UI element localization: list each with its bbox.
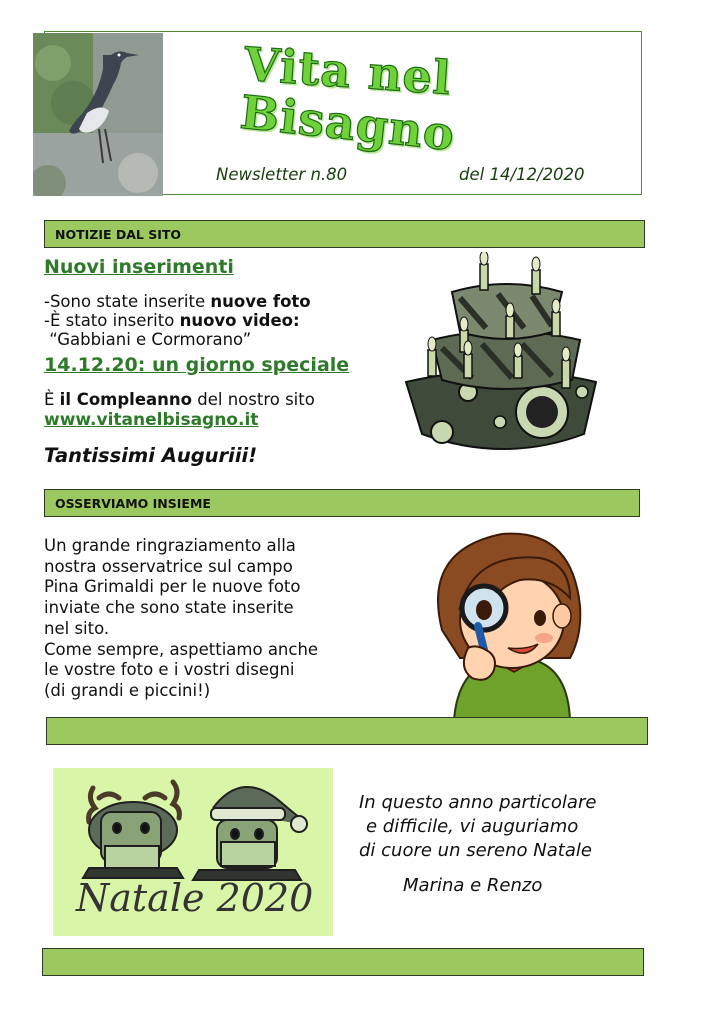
- osserviamo-line: Come sempre, aspettiamo anche: [44, 639, 319, 659]
- wish-line-3: di cuore un sereno Natale: [359, 840, 592, 861]
- girl-magnifier-illustration: [412, 530, 582, 720]
- osserviamo-line: inviate che sono state inserite: [44, 598, 294, 618]
- osserviamo-line: Un grande ringraziamento alla: [44, 536, 296, 555]
- section-bar-osserviamo: OSSERVIAMO INSIEME: [44, 489, 640, 517]
- christmas-card-title: Natale 2020: [76, 876, 314, 920]
- osserviamo-line: Pina Grimaldi per le nuove foto: [44, 577, 301, 597]
- osserviamo-line: nel sito.: [44, 618, 110, 638]
- osserviamo-paragraph: [44, 536, 318, 702]
- news-line-photos-bold: nuove foto: [210, 292, 311, 311]
- title-line-1: Vita nel: [242, 36, 454, 106]
- site-link[interactable]: www.vitanelbisagno.it: [44, 410, 259, 430]
- news-line-photos: [44, 292, 311, 311]
- news-line-video-prefix: -È stato inserito: [44, 311, 180, 330]
- title-line-2: Bisagno: [237, 84, 458, 162]
- heron-photo: [33, 33, 163, 196]
- news-line-video: [44, 311, 300, 330]
- wish-line-1: In questo anno particolare: [359, 792, 597, 813]
- news-line-photos-prefix: -Sono state inserite: [44, 292, 211, 311]
- news-line-video-bold: nuovo video:: [179, 311, 300, 330]
- news-line-video-title: “Gabbiani e Cormorano”: [44, 330, 252, 349]
- wish-line-2: e difficile, vi auguriamo: [366, 816, 579, 837]
- auguri-text: Tantissimi Auguriii!: [44, 444, 258, 467]
- osserviamo-line: nostra osservatrice sul campo: [44, 556, 293, 576]
- birthday-bold: il Compleanno: [59, 390, 192, 409]
- heading-giorno-speciale: 14.12.20: un giorno speciale: [44, 354, 350, 376]
- signature: Marina e Renzo: [403, 875, 543, 896]
- birthday-suffix: del nostro sito: [192, 390, 315, 409]
- newsletter-date: del 14/12/2020: [459, 165, 585, 184]
- birthday-prefix: È: [44, 390, 60, 409]
- footer-bar: [42, 948, 644, 976]
- section-divider-bar: [46, 717, 648, 745]
- birthday-line: [44, 390, 315, 409]
- newsletter-number: Newsletter n.80: [216, 165, 348, 184]
- birthday-cake-illustration: [402, 252, 600, 460]
- osserviamo-line: le vostre foto e i vostri disegni: [44, 660, 295, 680]
- heading-nuovi-inserimenti: Nuovi inserimenti: [44, 256, 234, 278]
- section-bar-notizie: NOTIZIE DAL SITO: [44, 220, 645, 248]
- osserviamo-line: (di grandi e piccini!): [44, 680, 211, 700]
